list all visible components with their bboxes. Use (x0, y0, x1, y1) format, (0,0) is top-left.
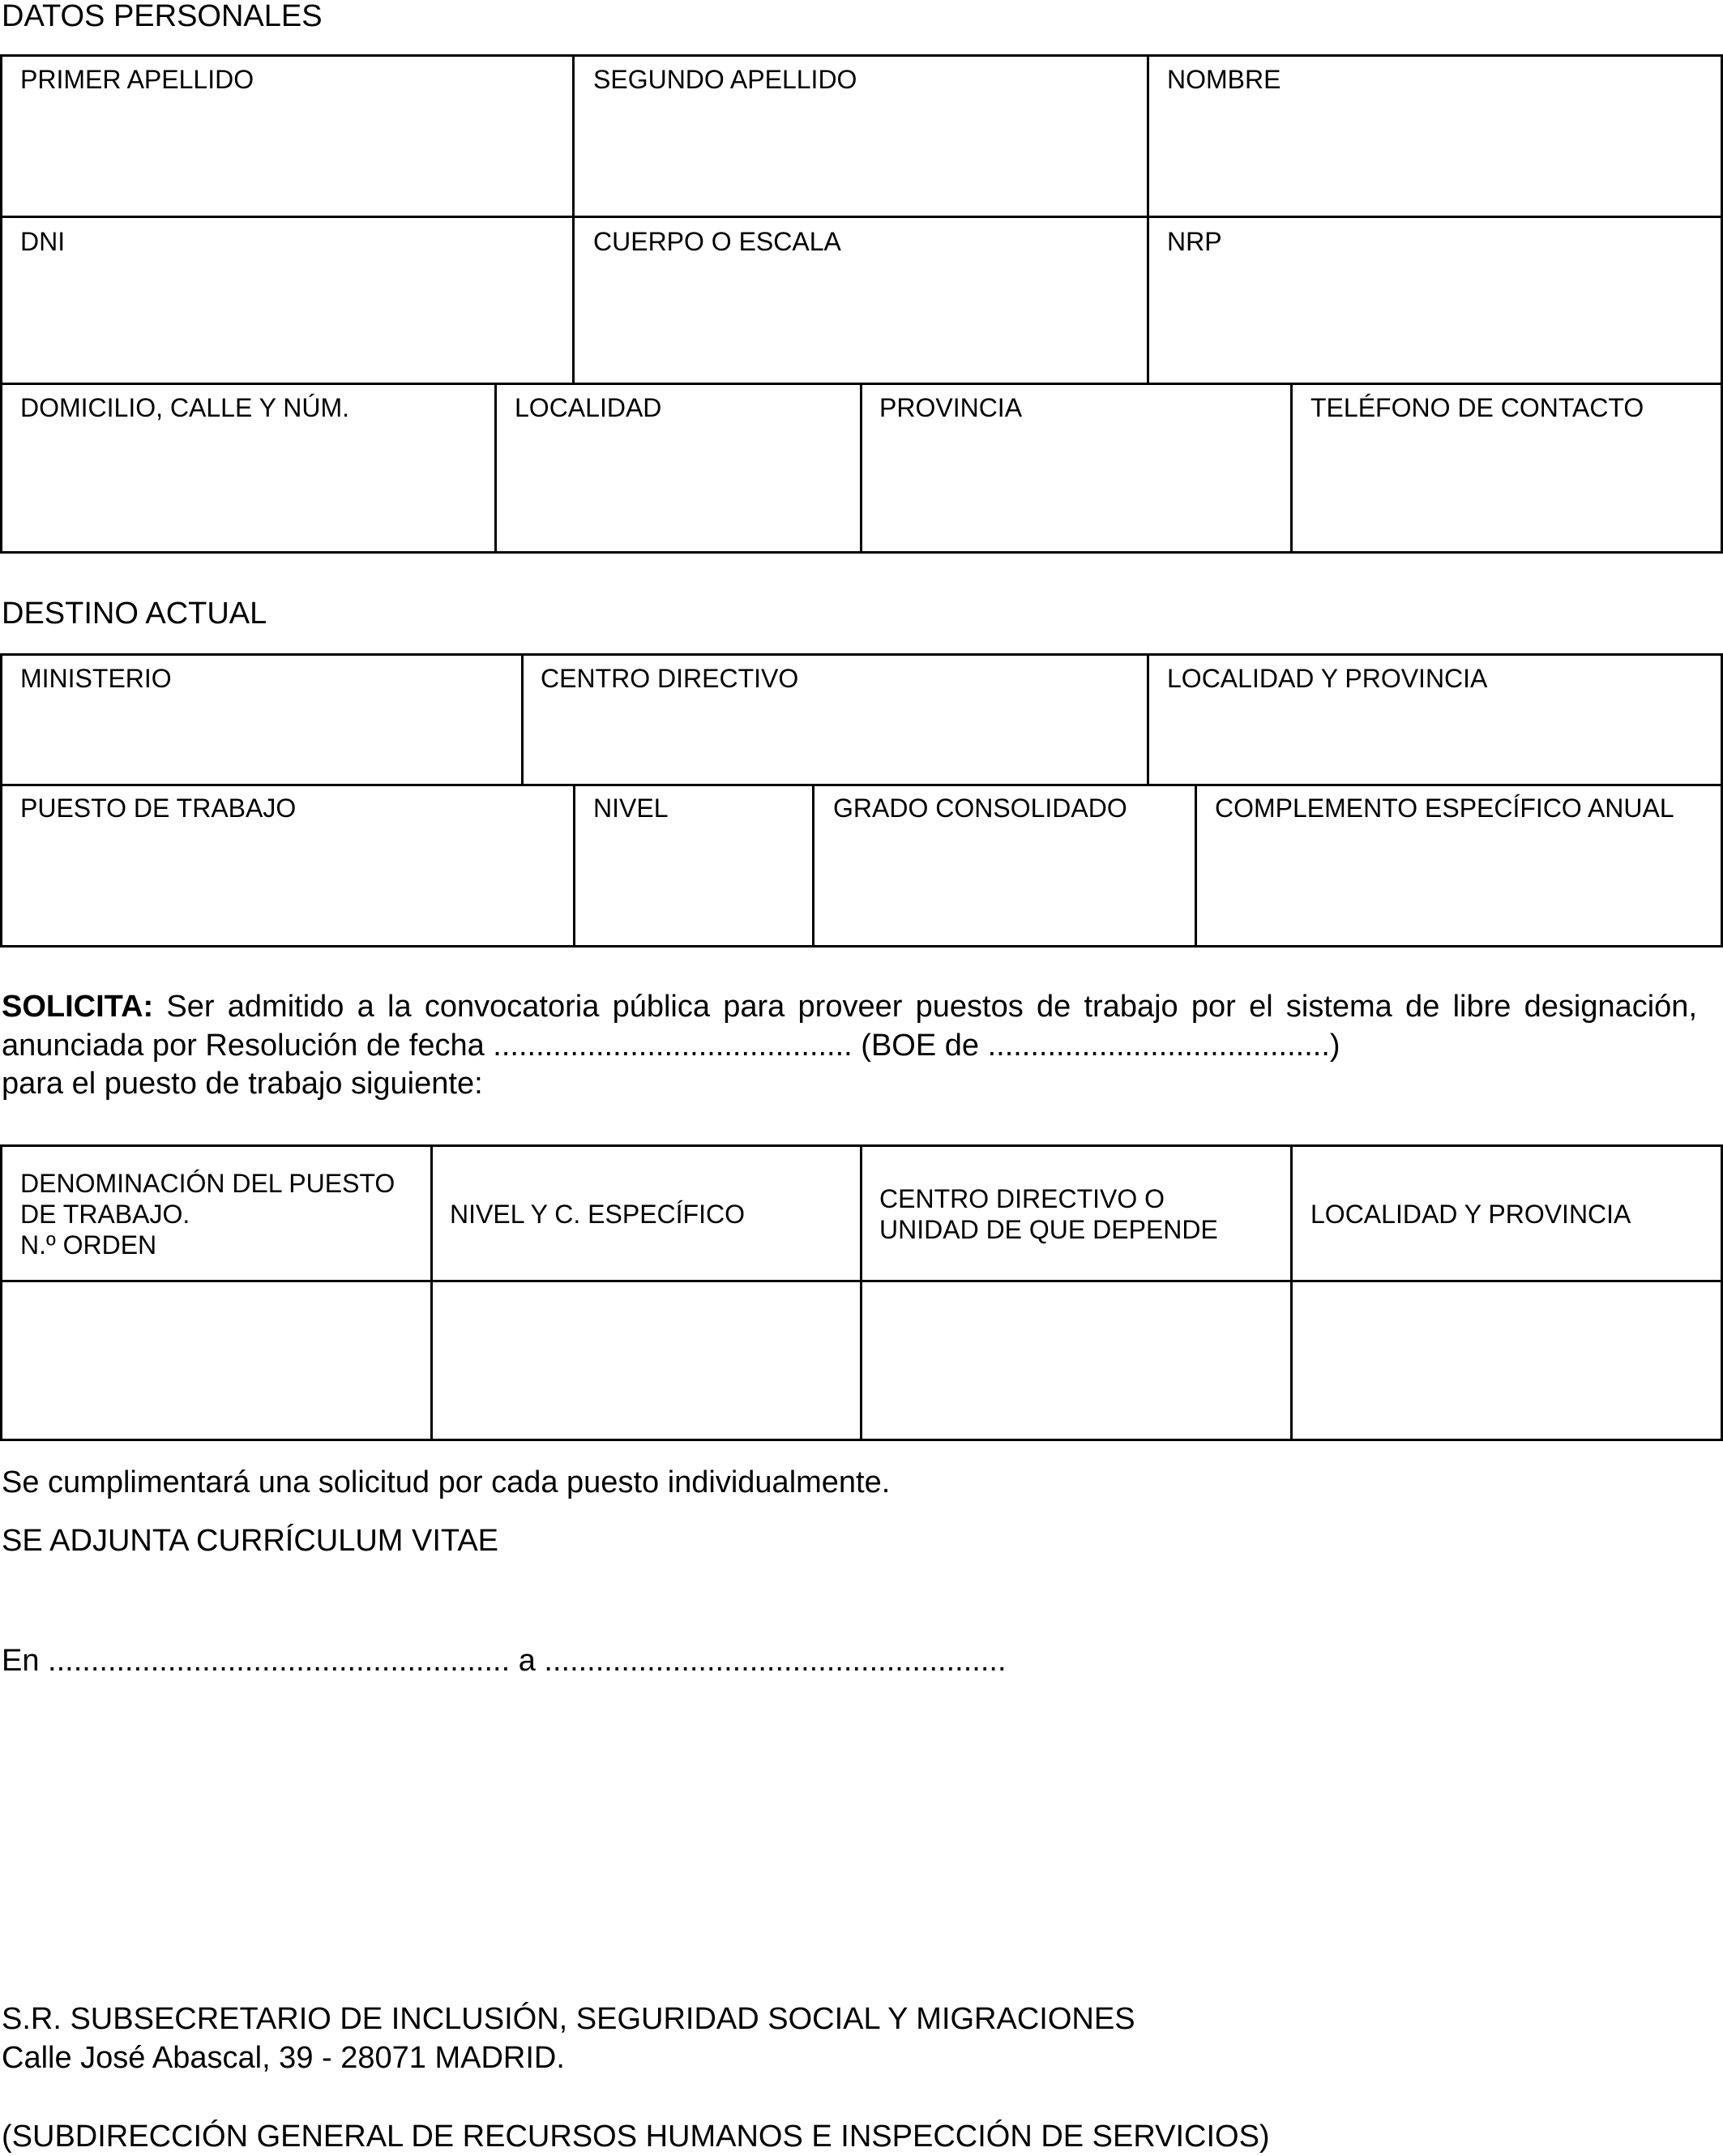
recipient-title: S.R. SUBSECRETARIO DE INCLUSIÓN, SEGURIDAD SOCIAL Y MIGRACIONES (2, 2002, 1135, 2036)
field-provincia[interactable]: PROVINCIA (879, 393, 1023, 422)
note-adjunta-cv: SE ADJUNTA CURRÍCULUM VITAE (2, 1524, 499, 1558)
table-divider (0, 216, 1723, 218)
header-centro-directivo (879, 1147, 1218, 1281)
place-date-line: En ...................................................... a ...................................................... (2, 1644, 1007, 1678)
field-nrp[interactable]: NRP (1167, 227, 1222, 256)
solicita-label: SOLICITA: (2, 990, 154, 1024)
solicita-text: Ser admitido a la convocatoria pública para proveer puestos de trabajo por el sistema de libre designación, anunciada por Resolución de fecha .......................................... (BOE de ........................................) (2, 990, 1697, 1063)
header-denominacion-line1: DENOMINACIÓN DEL PUESTO (20, 1168, 395, 1198)
input-localidad-provincia[interactable] (1293, 1282, 1721, 1439)
table-divider (1290, 383, 1293, 554)
recipient-department: (SUBDIRECCIÓN GENERAL DE RECURSOS HUMANOS E INSPECCIÓN DE SERVICIOS) (2, 2120, 1270, 2154)
field-localidad[interactable]: LOCALIDAD (515, 393, 662, 422)
field-cuerpo-escala[interactable]: CUERPO O ESCALA (593, 227, 841, 256)
table-divider (1147, 54, 1149, 383)
table-divider (812, 784, 814, 948)
field-nivel[interactable]: NIVEL (593, 794, 669, 823)
note-una-solicitud: Se cumplimentará una solicitud por cada puesto individualmente. (2, 1465, 891, 1499)
header-denominacion-line2: DE TRABAJO. (20, 1199, 190, 1229)
table-divider (1147, 653, 1149, 785)
solicita-paragraph (2, 987, 1697, 1065)
field-localidad-provincia[interactable]: LOCALIDAD Y PROVINCIA (1167, 664, 1488, 693)
table-divider (521, 653, 524, 785)
header-localidad-text: LOCALIDAD Y PROVINCIA (1310, 1199, 1631, 1229)
section-heading-personal: DATOS PERSONALES (2, 0, 323, 33)
table-divider (494, 383, 497, 554)
table-divider (0, 784, 1723, 786)
table-divider (573, 784, 575, 948)
table-divider (572, 54, 575, 383)
field-telefono[interactable]: TELÉFONO DE CONTACTO (1310, 393, 1644, 422)
field-segundo-apellido[interactable]: SEGUNDO APELLIDO (593, 65, 857, 94)
field-grado-consolidado[interactable]: GRADO CONSOLIDADO (833, 794, 1127, 823)
header-denominacion-puesto (20, 1147, 395, 1281)
input-centro-directivo[interactable] (862, 1282, 1290, 1439)
field-dni[interactable]: DNI (20, 227, 66, 256)
table-divider (1195, 784, 1197, 948)
field-complemento-especifico[interactable]: COMPLEMENTO ESPECÍFICO ANUAL (1215, 794, 1674, 823)
field-domicilio[interactable]: DOMICILIO, CALLE Y NÚM. (20, 393, 350, 422)
header-localidad-provincia (1310, 1147, 1631, 1281)
recipient-address: Calle José Abascal, 39 - 28071 MADRID. (2, 2041, 565, 2075)
header-centro-line1: CENTRO DIRECTIVO O (879, 1183, 1165, 1213)
header-nivel-especifico (450, 1147, 745, 1281)
header-centro-line2: UNIDAD DE QUE DEPENDE (879, 1214, 1218, 1244)
field-ministerio[interactable]: MINISTERIO (20, 664, 172, 693)
solicita-paragraph-end: para el puesto de trabajo siguiente: (2, 1067, 483, 1101)
header-nivel-text: NIVEL Y C. ESPECÍFICO (450, 1199, 745, 1229)
field-centro-directivo[interactable]: CENTRO DIRECTIVO (541, 664, 799, 693)
table-divider (860, 383, 862, 554)
input-nivel-especifico[interactable] (433, 1282, 860, 1439)
section-heading-destino: DESTINO ACTUAL (2, 597, 267, 631)
field-primer-apellido[interactable]: PRIMER APELLIDO (20, 65, 254, 94)
input-denominacion-puesto[interactable] (2, 1282, 430, 1439)
field-nombre[interactable]: NOMBRE (1167, 65, 1281, 94)
header-denominacion-line3: N.º ORDEN (20, 1230, 157, 1260)
field-puesto-trabajo[interactable]: PUESTO DE TRABAJO (20, 794, 297, 823)
